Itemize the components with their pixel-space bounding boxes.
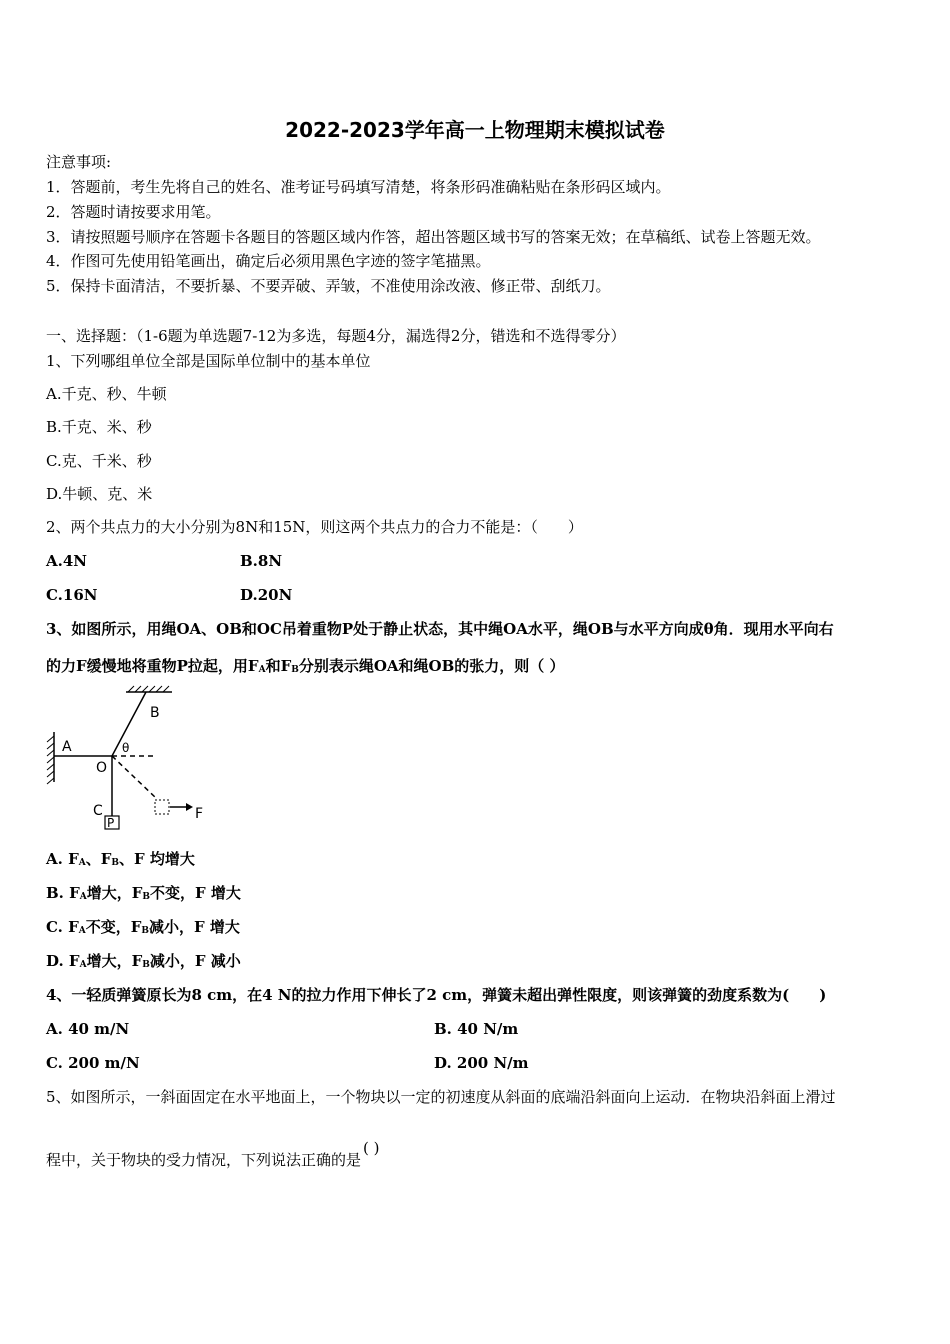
q1-option-a: A.千克、秒、牛顿	[46, 385, 167, 403]
subscript: A	[78, 926, 86, 936]
option-part: 、F 均增大	[118, 850, 195, 868]
option-part: B. F	[46, 884, 80, 902]
wall-support	[47, 732, 54, 784]
subscript: A	[79, 892, 87, 902]
q4-stem: 4、一轻质弹簧原长为8 cm，在4 N的拉力作用下伸长了2 cm，弹簧未超出弹性限度，则该弹簧的劲度系数为( )	[46, 986, 827, 1004]
answer-paren: ( )	[363, 1139, 380, 1157]
q4-option-d: D. 200 N/m	[434, 1054, 529, 1072]
ceiling-support	[126, 686, 172, 692]
option-part: A. F	[46, 850, 79, 868]
option-part: 不变，F 增大	[150, 884, 241, 902]
subscript: A	[78, 858, 86, 868]
notice-item: 5．保持卡面清洁，不要折暴、不要弄破、弄皱，不准使用涂改液、修正带、刮纸刀。	[46, 277, 611, 295]
q3-stem-part: 分别表示绳OA和绳OB的张力，则（ ）	[298, 657, 565, 675]
q2-option-b: B.8N	[240, 552, 283, 570]
label-p: P	[107, 816, 115, 830]
weight-new-position	[155, 800, 169, 814]
option-part: 、F	[85, 850, 112, 868]
q4-option-b: B. 40 N/m	[434, 1020, 519, 1038]
q2-option-d: D.20N	[240, 586, 293, 604]
q5-stem-line2	[46, 1139, 380, 1170]
section-heading: 一、选择题：（1-6题为单选题7-12为多选，每题4分，漏选得2分，错选和不选得零分）	[46, 327, 626, 345]
notice-item: 4．作图可先使用铅笔画出，确定后必须用黑色字迹的签字笔描黑。	[46, 252, 491, 270]
q3-figure	[40, 684, 220, 834]
q3-stem-line1: 3、如图所示，用绳OA、OB和OC吊着重物P处于静止状态，其中绳OA水平，绳OB与水平方向成θ角．现用水平向右	[46, 620, 834, 638]
subscript: A	[258, 665, 266, 675]
q3-option-d	[46, 951, 241, 975]
q4-option-c: C. 200 m/N	[46, 1054, 140, 1072]
label-theta: θ	[122, 741, 130, 755]
q1-option-d: D.牛顿、克、米	[46, 485, 153, 503]
q3-stem-line2	[46, 656, 565, 680]
q5-stem-line1: 5、如图所示，一斜面固定在水平地面上，一个物块以一定的初速度从斜面的底端沿斜面向上运动．在物块沿斜面上滑过	[46, 1088, 836, 1106]
q3-stem-part: 的力F缓慢地将重物P拉起，用F	[46, 657, 259, 675]
q2-stem: 2、两个共点力的大小分别为8N和15N，则这两个共点力的合力不能是：（ ）	[46, 518, 583, 536]
q2-option-a: A.4N	[46, 552, 88, 570]
q1-option-c: C.克、千米、秒	[46, 452, 152, 470]
label-b: B	[150, 705, 160, 721]
option-part: 不变，F	[85, 918, 142, 936]
q3-option-a	[46, 849, 195, 873]
subscript: B	[142, 892, 151, 902]
arrowhead-icon	[186, 803, 193, 811]
q4-option-a: A. 40 m/N	[46, 1020, 130, 1038]
notice-heading: 注意事项:	[46, 153, 112, 171]
option-part: 增大，F	[86, 884, 143, 902]
option-part: C. F	[46, 918, 79, 936]
pull-path-line	[112, 756, 156, 798]
label-f: F	[195, 806, 204, 822]
q1-stem: 1、下列哪组单位全部是国际单位制中的基本单位	[46, 352, 371, 370]
notice-item: 3．请按照题号顺序在答题卡各题目的答题区域内作答，超出答题区域书写的答案无效；在草稿纸、试卷上答题无效。	[46, 228, 821, 246]
q5-stem-text: 程中，关于物块的受力情况，下列说法正确的是	[46, 1151, 362, 1169]
subscript: B	[142, 960, 150, 970]
subscript: B	[141, 926, 150, 936]
q1-option-b: B.千克、米、秒	[46, 418, 152, 436]
option-part: 增大，F	[86, 952, 143, 970]
label-c: C	[93, 803, 103, 819]
q3-option-b	[46, 883, 241, 907]
notice-item: 2．答题时请按要求用笔。	[46, 203, 221, 221]
label-o: O	[96, 760, 108, 776]
option-part: 减小，F 减小	[149, 952, 241, 970]
page-title: 2022-2023学年高一上物理期末模拟试卷	[285, 118, 665, 142]
label-a: A	[62, 739, 72, 755]
q3-stem-part: 和F	[265, 657, 292, 675]
subscript: A	[79, 960, 87, 970]
q3-option-c	[46, 917, 240, 941]
option-part: D. F	[46, 952, 80, 970]
notice-item: 1．答题前，考生先将自己的姓名、准考证号码填写清楚，将条形码准确粘贴在条形码区域内。	[46, 178, 671, 196]
subscript: B	[111, 858, 119, 868]
subscript: B	[291, 665, 299, 675]
option-part: 减小，F 增大	[149, 918, 240, 936]
q2-option-c: C.16N	[46, 586, 98, 604]
